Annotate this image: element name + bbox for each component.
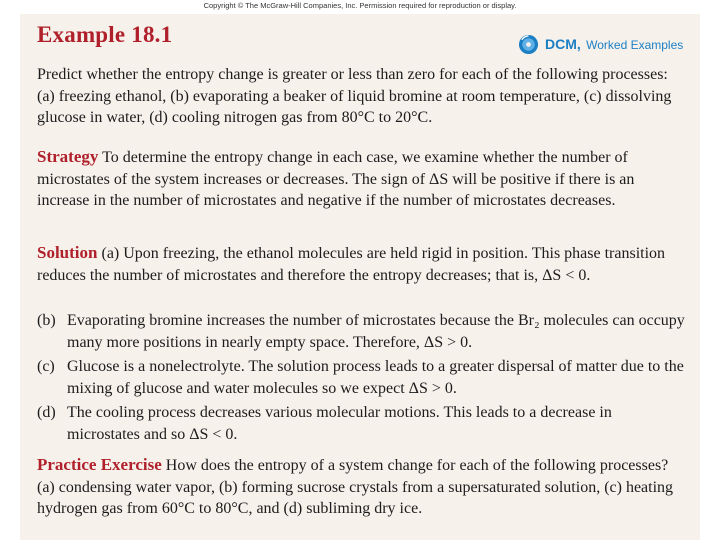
problem-statement: [37, 64, 687, 129]
dcm-label: [545, 36, 683, 52]
copyright-notice: Copyright © The McGraw-Hill Companies, Inc. Permission required for reproduction or display.: [203, 1, 517, 10]
practice-section: [37, 454, 687, 520]
solution-part-b: [37, 310, 687, 353]
strategy-text: To determine the entropy change in each case, we examine whether the number of microstates of the system increases or decreases. The sign of ΔS will be positive if there is an increase in the number of microstates and negative if the number of microstates decreases.: [37, 149, 635, 209]
part-b-label: (b): [37, 312, 56, 329]
part-c-label: (c): [37, 358, 55, 375]
solution-heading: Solution: [37, 243, 98, 262]
strategy-section: [37, 146, 687, 212]
problem-text: Predict whether the entropy change is greater or less than zero for each of the following processes: (a) freezing ethanol, (b) evaporating a beaker of liquid bromine at room temperature, (c) dissolving glucose in water, (d) cooling nitrogen gas from 80°C to 20°C.: [37, 66, 672, 126]
part-b-text: Evaporating bromine increases the number of microstates because the Br₂ molecules can occupy many more positions in nearly empty space. Therefore, ΔS > 0.: [67, 312, 685, 351]
practice-heading: Practice Exercise: [37, 455, 162, 474]
part-d-text: The cooling process decreases various molecular motions. This leads to a decrease in microstates and so ΔS < 0.: [67, 404, 612, 443]
example-title: Example 18.1: [37, 22, 173, 47]
strategy-heading: Strategy: [37, 147, 99, 166]
solution-section: [37, 242, 687, 286]
dcm-worked-examples-badge[interactable]: [518, 33, 683, 55]
part-c-text: Glucose is a nonelectrolyte. The solution process leads to a greater dispersal of matter due to the mixing of glucose and water molecules so we expect ΔS > 0.: [67, 358, 684, 397]
dcm-label-text: Worked Examples: [586, 38, 684, 52]
part-d-label: (d): [37, 404, 56, 421]
solution-part-d: [37, 402, 687, 445]
dcm-brand: DCM,: [545, 36, 581, 52]
cd-disc-icon: [518, 34, 539, 55]
solution-part-c: [37, 356, 687, 399]
practice-text: How does the entropy of a system change for each of the following processes? (a) condensing water vapor, (b) forming sucrose crystals from a supersaturated solution, (c) heating hydrogen gas from 60°C to 80°C, and (d) subliming dry ice.: [37, 457, 674, 517]
solution-part-a: (a) Upon freezing, the ethanol molecules are held rigid in position. This phase transition reduces the number of microstates and therefore the entropy decreases; that is, ΔS < 0.: [37, 245, 666, 284]
